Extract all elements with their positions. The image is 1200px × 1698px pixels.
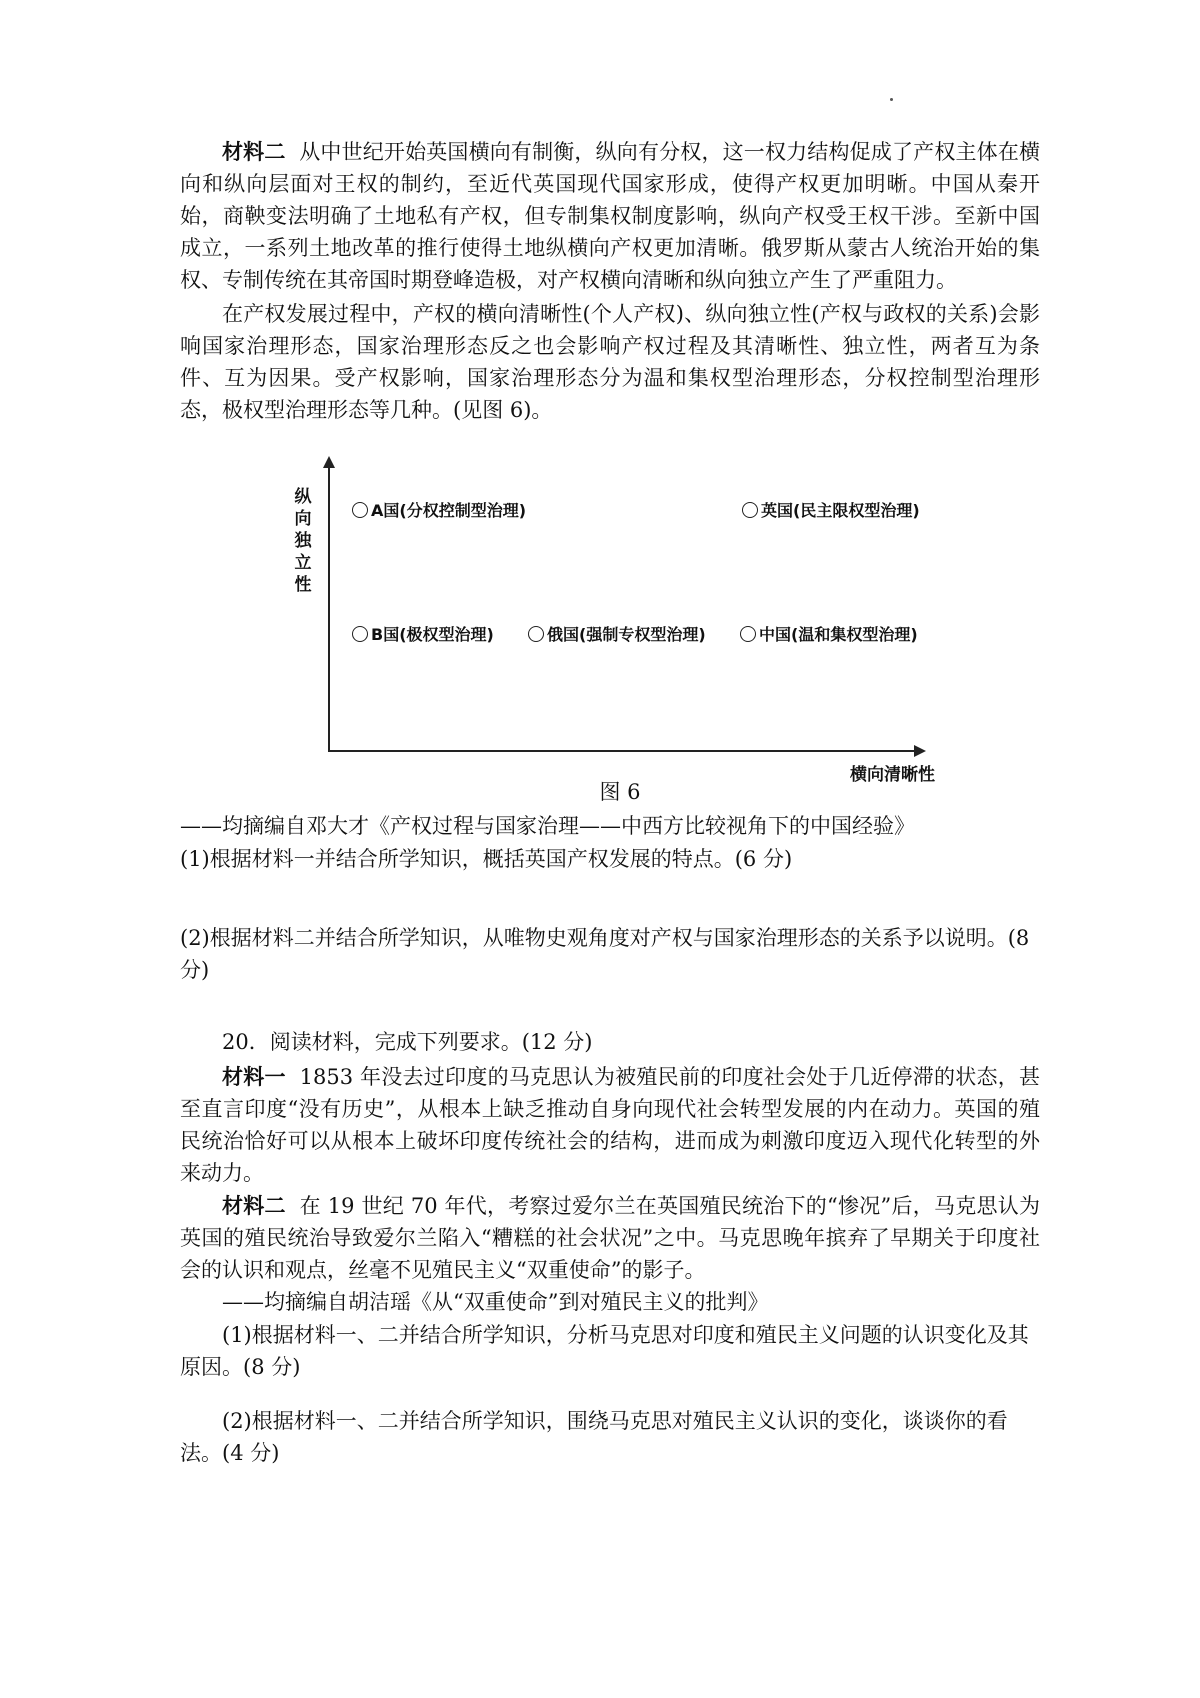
circle-icon: [528, 626, 544, 642]
q20-material1-text: 1853 年没去过印度的马克思认为被殖民前的印度社会处于几近停滞的状态，甚至直言印度“没有历史”，从根本上缺乏推动自身向现代社会转型发展的内在动力。英国的殖民统治恰好可以从根本上破坏印度传统社会的结构，进而成为刺激印度迈入现代化转型的外来动力。: [180, 1065, 1041, 1185]
q20-material2: [180, 1190, 1040, 1286]
circle-icon: [740, 626, 756, 642]
question-19-2: (2)根据材料二并结合所学知识，从唯物史观角度对产权与国家治理形态的关系予以说明。(8 分): [180, 926, 1030, 982]
question-20-1: (1)根据材料一、二并结合所学知识，分析马克思对印度和殖民主义问题的认识变化及其原因。(8 分): [180, 1323, 1029, 1379]
figure-caption: 图 6: [599, 780, 641, 804]
node-country-a: [352, 498, 526, 521]
x-axis-label: 横向清晰性: [850, 765, 935, 785]
x-axis: [328, 750, 918, 752]
node-country-b: [352, 622, 494, 645]
scan-dot: [890, 98, 893, 101]
q20-material2-text: 在 19 世纪 70 年代，考察过爱尔兰在英国殖民统治下的“惨况”后，马克思认为英国的殖民统治导致爱尔兰陷入“糟糕的社会状况”之中。马克思晚年摈弃了早期关于印度社会的认识和观点，丝毫不见殖民主义“双重使命”的影子。: [180, 1194, 1041, 1282]
q20-material1-label: 材料一: [222, 1064, 286, 1089]
y-axis-label: 纵向独立性: [294, 487, 312, 595]
figure-6: [290, 456, 950, 804]
y-axis: [328, 462, 330, 752]
source-citation-2: ——均摘编自胡洁瑶《从“双重使命”到对殖民主义的批判》: [222, 1290, 769, 1314]
question-20-2: (2)根据材料一、二并结合所学知识，围绕马克思对殖民主义认识的变化，谈谈你的看法。(4 分): [180, 1409, 1008, 1465]
material2-paragraph-2: 在产权发展过程中，产权的横向清晰性(个人产权)、纵向独立性(产权与政权的关系)会影响国家治理形态，国家治理形态反之也会影响产权过程及其清晰性、独立性，两者互为条件、互为因果。受产权影响，国家治理形态分为温和集权型治理形态，分权控制型治理形态，极权型治理形态等几种。(见图 6)。: [180, 302, 1040, 422]
q20-material1: [180, 1061, 1040, 1189]
x-axis-arrow: [914, 745, 926, 757]
circle-icon: [352, 502, 368, 518]
node-label: 英国(民主限权型治理): [761, 501, 920, 520]
question-19-1: (1)根据材料一并结合所学知识，概括英国产权发展的特点。(6 分): [180, 847, 793, 871]
source-citation-1: ——均摘编自邓大才《产权过程与国家治理——中西方比较视角下的中国经验》: [180, 814, 915, 838]
node-label: 中国(温和集权型治理): [759, 625, 918, 644]
question-20-title: 20．阅读材料，完成下列要求。(12 分): [222, 1030, 593, 1054]
node-uk: [742, 498, 920, 521]
node-russia: [528, 622, 706, 645]
material2-text: 从中世纪开始英国横向有制衡，纵向有分权，这一权力结构促成了产权主体在横向和纵向层面对王权的制约，至近代英国现代国家形成，使得产权更加明晰。中国从秦开始，商鞅变法明确了土地私有产权，但专制集权制度影响，纵向产权受王权干涉。至新中国成立，一系列土地改革的推行使得土地纵横向产权更加清晰。俄罗斯从蒙古人统治开始的集权、专制传统在其帝国时期登峰造极，对产权横向清晰和纵向独立产生了严重阻力。: [180, 140, 1041, 292]
material2-paragraph-1: [180, 136, 1040, 296]
node-label: A国(分权控制型治理): [371, 501, 527, 520]
circle-icon: [742, 502, 758, 518]
node-label: 俄国(强制专权型治理): [547, 625, 706, 644]
q20-material2-label: 材料二: [222, 1193, 286, 1218]
node-china: [740, 622, 918, 645]
node-label: B国(极权型治理): [371, 625, 494, 644]
material2-label: 材料二: [222, 139, 286, 164]
circle-icon: [352, 626, 368, 642]
